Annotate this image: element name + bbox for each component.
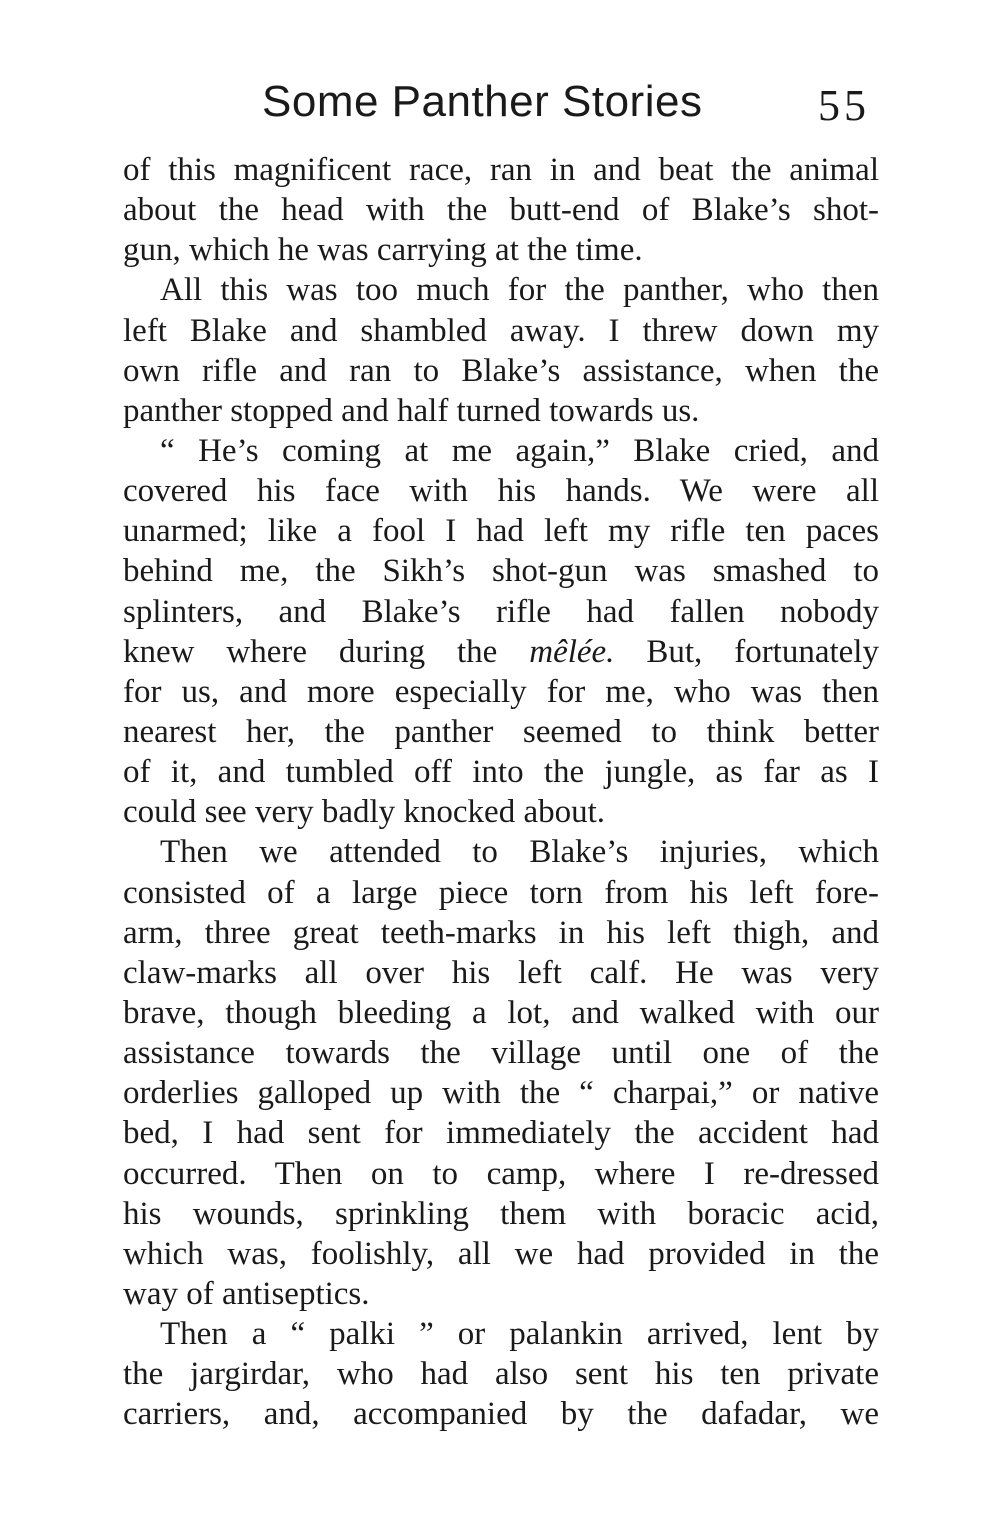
- text-line: carriers, and, accompanied by the dafadar, we: [123, 1396, 879, 1433]
- text-line: consisted of a large piece torn from his left fore-: [123, 874, 879, 911]
- text-line: panther stopped and half turned towards us.: [123, 392, 700, 429]
- text-line: brave, though bleeding a lot, and walked with our: [123, 994, 879, 1031]
- text-line: splinters, and Blake’s rifle had fallen nobody: [123, 593, 879, 630]
- text-line: could see very badly knocked about.: [123, 794, 606, 831]
- text-fragment: knew where during the: [123, 633, 530, 670]
- text-line: Then a “ palki ” or palankin arrived, lent by: [160, 1316, 879, 1353]
- text-line: “ He’s coming at me again,” Blake cried, and: [160, 432, 879, 469]
- text-line: All this was too much for the panther, who then: [160, 272, 879, 309]
- text-line: his wounds, sprinkling them with boracic acid,: [123, 1195, 879, 1232]
- text-fragment: But, fortunately: [614, 633, 879, 670]
- body-text: [123, 150, 879, 1435]
- italic-word-melee: mêlée.: [529, 633, 615, 670]
- text-line: about the head with the butt-end of Blake’s shot-: [123, 192, 879, 229]
- text-line: bed, I had sent for immediately the accident had: [123, 1115, 879, 1152]
- text-line: own rifle and ran to Blake’s assistance, when the: [123, 352, 879, 389]
- text-line: assistance towards the village until one of the: [123, 1035, 879, 1072]
- text-line: occurred. Then on to camp, where I re-dressed: [123, 1155, 879, 1192]
- text-line: left Blake and shambled away. I threw down my: [123, 312, 879, 349]
- running-head: [0, 72, 1000, 132]
- text-line: the jargirdar, who had also sent his ten private: [123, 1356, 879, 1393]
- text-line-melee: [123, 632, 879, 672]
- text-line: Then we attended to Blake’s injuries, which: [160, 834, 879, 871]
- running-head-title: Some Panther Stories: [262, 77, 703, 126]
- text-line: unarmed; like a fool I had left my rifle ten paces: [123, 513, 879, 550]
- text-line: orderlies galloped up with the “ charpai,” or native: [123, 1075, 879, 1112]
- text-line: covered his face with his hands. We were all: [123, 473, 879, 510]
- text-line: nearest her, the panther seemed to think better: [123, 713, 879, 750]
- text-line: way of antiseptics.: [123, 1275, 370, 1312]
- text-line: for us, and more especially for me, who was then: [123, 673, 879, 710]
- text-line: behind me, the Sikh’s shot-gun was smashed to: [123, 553, 879, 590]
- text-line: of this magnificent race, ran in and beat the animal: [123, 152, 879, 188]
- page-number: 55: [818, 81, 870, 130]
- text-line: of it, and tumbled off into the jungle, as far as I: [123, 754, 879, 791]
- text-line: gun, which he was carrying at the time.: [123, 232, 643, 269]
- text-line: which was, foolishly, all we had provided in the: [123, 1235, 879, 1272]
- text-line: claw-marks all over his left calf. He was very: [123, 954, 879, 991]
- text-line: arm, three great teeth-marks in his left thigh, and: [123, 914, 879, 951]
